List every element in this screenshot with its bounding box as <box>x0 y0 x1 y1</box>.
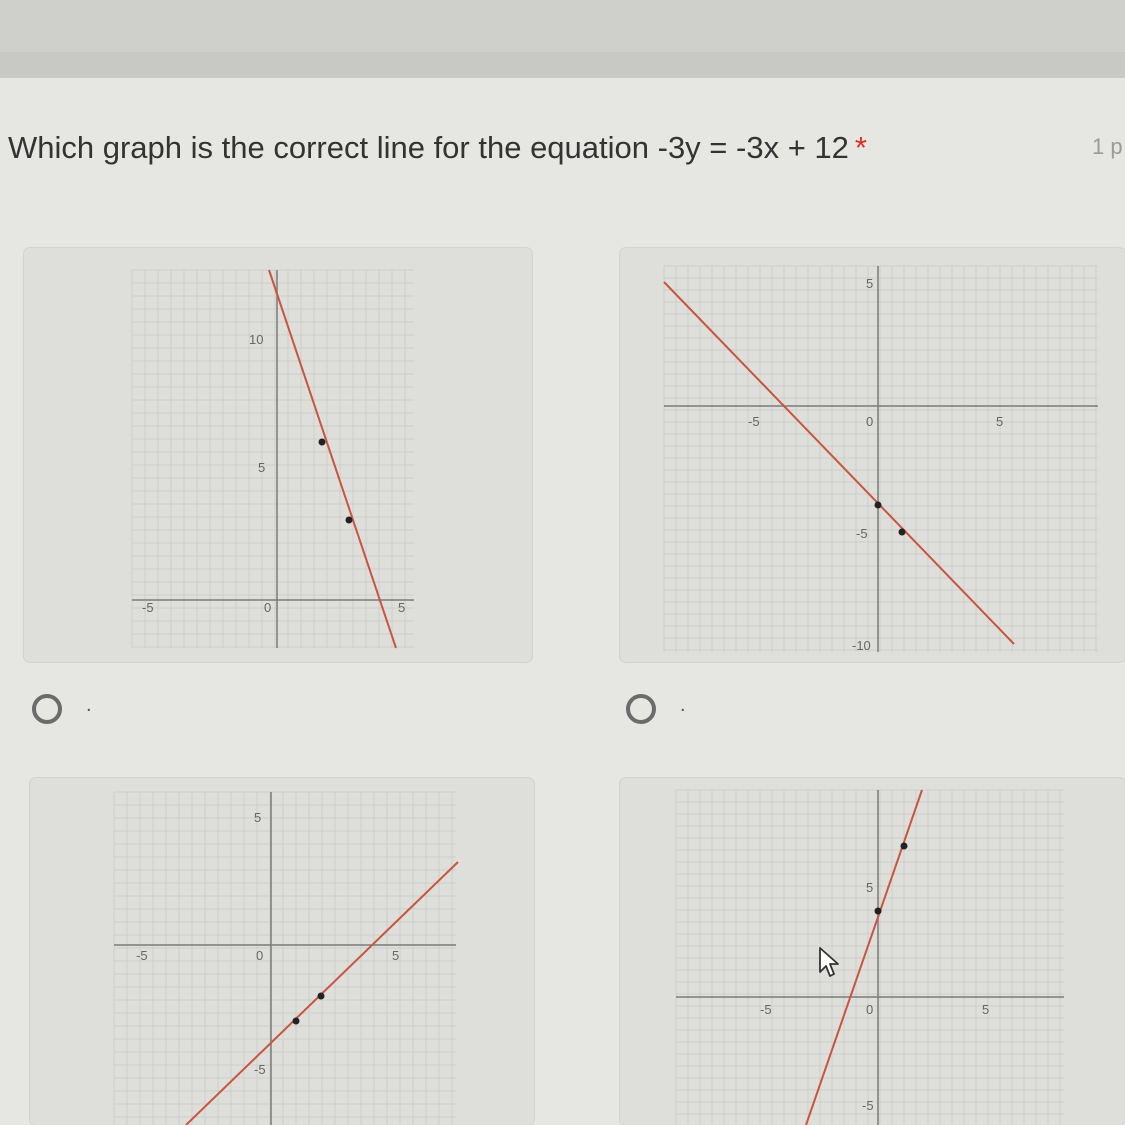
grid-a <box>132 270 414 648</box>
tick-label-b-yneg5: -5 <box>856 526 868 541</box>
point-d-1 <box>875 908 882 915</box>
graph-option-c <box>30 778 534 1125</box>
mouse-cursor-icon <box>818 946 844 980</box>
point-d-2 <box>901 843 908 850</box>
radio-option-b[interactable] <box>626 694 656 724</box>
point-b-2 <box>899 529 906 536</box>
option-b-image-card <box>620 248 1125 662</box>
question-text: Which graph is the correct line for the equation -3y = -3x + 12 <box>8 130 849 165</box>
tick-label-d-origin: 0 <box>866 1002 874 1017</box>
option-a-image-card <box>24 248 532 662</box>
option-c-image-card <box>30 778 534 1125</box>
tick-label-a-y10: 10 <box>249 332 264 347</box>
tick-label-b-origin: 0 <box>866 414 874 429</box>
tick-label-d-yneg5: -5 <box>862 1098 874 1113</box>
tick-label-d-xneg: -5 <box>760 1002 772 1017</box>
graph-option-b <box>620 248 1125 662</box>
top-toolbar <box>0 0 1125 78</box>
point-a-1 <box>319 439 326 446</box>
tick-label-c-y5: 5 <box>254 810 262 825</box>
tick-label-d-y5: 5 <box>866 880 874 895</box>
tick-label-a-origin: 0 <box>264 600 272 615</box>
tick-label-d-xpos: 5 <box>982 1002 990 1017</box>
tick-label-b-xpos: 5 <box>996 414 1004 429</box>
radio-option-a[interactable] <box>32 694 62 724</box>
tick-label-c-yneg5: -5 <box>254 1062 266 1077</box>
points-label: 1 p <box>1092 134 1123 159</box>
tick-label-b-y5: 5 <box>866 276 874 291</box>
option-d-image-card <box>620 778 1125 1125</box>
tick-label-c-origin: 0 <box>256 948 264 963</box>
point-b-1 <box>875 502 882 509</box>
grid-b <box>664 266 1098 652</box>
graph-option-d <box>620 778 1125 1125</box>
graph-option-a <box>24 248 532 662</box>
tick-label-c-xneg: -5 <box>136 948 148 963</box>
required-asterisk: * <box>854 130 867 165</box>
radio-option-b-label: . <box>680 694 686 716</box>
point-c-2 <box>318 993 325 1000</box>
tick-label-b-yneg10: -10 <box>852 638 871 653</box>
grid-d <box>676 790 1064 1125</box>
top-stripe <box>0 52 1125 78</box>
tick-label-a-xneg: -5 <box>142 600 154 615</box>
tick-label-a-y5: 5 <box>258 460 266 475</box>
radio-option-a-label: . <box>86 694 92 716</box>
tick-label-b-xneg: -5 <box>748 414 760 429</box>
tick-label-c-xpos: 5 <box>392 948 400 963</box>
question-title <box>8 130 867 166</box>
point-c-1 <box>293 1018 300 1025</box>
tick-label-a-xpos: 5 <box>398 600 406 615</box>
point-a-2 <box>346 517 353 524</box>
grid-c <box>114 792 456 1125</box>
